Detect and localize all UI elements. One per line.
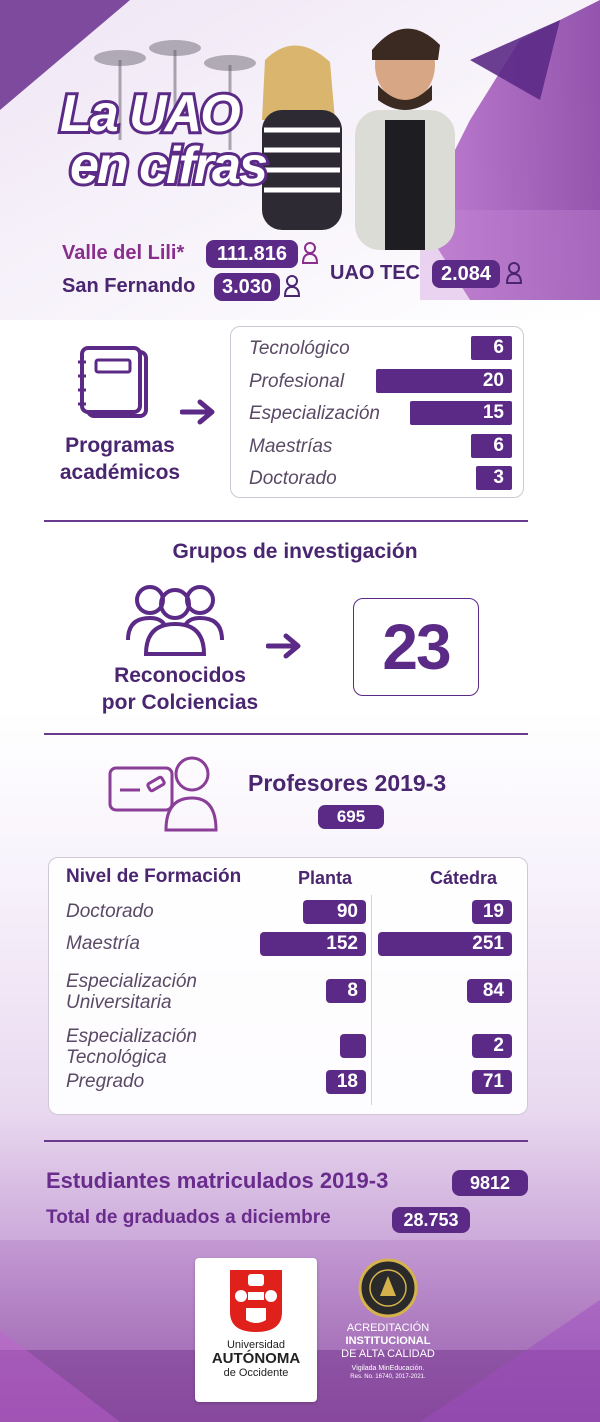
user-icon — [506, 262, 522, 289]
campus-valle-label: Valle del Lili* — [62, 242, 185, 264]
logo-line3: de Occidente — [223, 1367, 289, 1379]
campus-valle-value: 111.816 — [206, 240, 298, 268]
formation-row-label — [66, 1026, 197, 1068]
research-value: 23 — [382, 611, 450, 683]
formation-catedra-bar: 19 — [472, 900, 512, 924]
campus-sanfernando-label: San Fernando — [62, 275, 196, 297]
program-value-bar: 3 — [476, 466, 512, 490]
formation-row-label-line1: Maestría — [66, 933, 140, 954]
formation-catedra-bar: 251 — [378, 932, 512, 956]
formation-header: Nivel de Formación — [66, 866, 242, 887]
formation-row-label — [66, 971, 197, 1013]
formation-col-planta: Planta — [298, 868, 353, 888]
accreditation-line5: Res. No. 16740, 2017-2021. — [350, 1374, 426, 1380]
logo-line1: Universidad — [226, 1339, 286, 1351]
book-icon — [76, 342, 160, 431]
campus-uaotec-value: 2.084 — [432, 260, 500, 288]
program-label: Maestrías — [249, 435, 333, 457]
formation-row-label-line2: Tecnológica — [66, 1047, 167, 1068]
graduates-label: Total de graduados a diciembre — [46, 1207, 331, 1228]
formation-row-label-line1: Especialización — [66, 1026, 197, 1047]
professors-title: Profesores 2019-3 — [248, 770, 447, 796]
uao-logo — [195, 1258, 317, 1402]
formation-planta-bar: 8 — [326, 979, 366, 1003]
campus-sanfernando-value: 3.030 — [214, 273, 280, 301]
accreditation-line1: ACREDITACIÓN — [346, 1322, 430, 1334]
research-label-line1: Reconocidos — [114, 664, 246, 687]
students-value: 9812 — [452, 1170, 528, 1196]
professors-total: 695 — [318, 805, 384, 829]
formation-row-label-line1: Pregrado — [66, 1071, 145, 1092]
program-value-bar: 6 — [471, 336, 512, 360]
programs-label-line1: Programas — [65, 434, 175, 457]
campus-uaotec-label: UAO TEC — [330, 262, 420, 284]
graduates-value: 28.753 — [392, 1207, 470, 1233]
arrow-right-icon — [266, 632, 304, 665]
title-line-1: La UAO — [60, 85, 239, 143]
research-label-line2: por Colciencias — [101, 691, 259, 714]
formation-planta-bar: 152 — [260, 932, 366, 956]
formation-planta-bar — [340, 1034, 366, 1058]
accreditation-line4: Vigilada MinEducación. — [351, 1365, 425, 1372]
formation-planta-bar: 90 — [303, 900, 366, 924]
divider — [44, 520, 528, 522]
formation-col-catedra: Cátedra — [430, 868, 498, 888]
students-label: Estudiantes matriculados 2019-3 — [46, 1168, 389, 1193]
formation-planta-bar: 18 — [326, 1070, 366, 1094]
title-line-2: en cifras — [70, 137, 266, 195]
program-value-bar: 15 — [410, 401, 512, 425]
research-label — [80, 662, 280, 716]
formation-row-label — [66, 933, 140, 954]
accreditation-line2: INSTITUCIONAL — [345, 1335, 431, 1347]
program-label: Tecnológico — [249, 338, 350, 359]
program-label: Profesional — [249, 370, 345, 392]
program-label: Doctorado — [249, 468, 337, 489]
uao-logo-mark — [226, 1268, 286, 1334]
professor-icon — [108, 752, 220, 837]
formation-row-label-line1: Doctorado — [66, 901, 154, 922]
formation-row-label — [66, 1071, 144, 1092]
formation-row-label-line1: Especialización — [66, 971, 197, 992]
formation-catedra-bar: 2 — [472, 1034, 512, 1058]
program-value-bar: 6 — [471, 434, 512, 458]
program-value-bar: 20 — [376, 369, 512, 393]
accreditation-seal-icon — [358, 1258, 418, 1318]
formation-row-label — [66, 901, 154, 922]
research-title: Grupos de investigación — [172, 540, 418, 563]
user-icon — [284, 275, 300, 302]
page-title — [60, 85, 360, 195]
arrow-right-icon — [180, 398, 218, 431]
divider — [44, 733, 528, 735]
accreditation-line3: DE ALTA CALIDAD — [341, 1348, 435, 1360]
program-label: Especialización — [249, 403, 380, 424]
formation-catedra-bar: 71 — [472, 1070, 512, 1094]
research-value-box — [353, 598, 479, 696]
user-icon — [302, 242, 318, 269]
formation-row-label-line2: Universitaria — [66, 992, 172, 1013]
group-icon — [124, 580, 226, 663]
formation-column-divider — [371, 895, 372, 1105]
programs-label — [40, 432, 200, 486]
accreditation-seal — [338, 1258, 438, 1381]
programs-label-line2: académicos — [59, 461, 181, 484]
formation-catedra-bar: 84 — [467, 979, 512, 1003]
divider — [44, 1140, 528, 1142]
logo-line2: AUTÓNOMA — [211, 1350, 301, 1367]
